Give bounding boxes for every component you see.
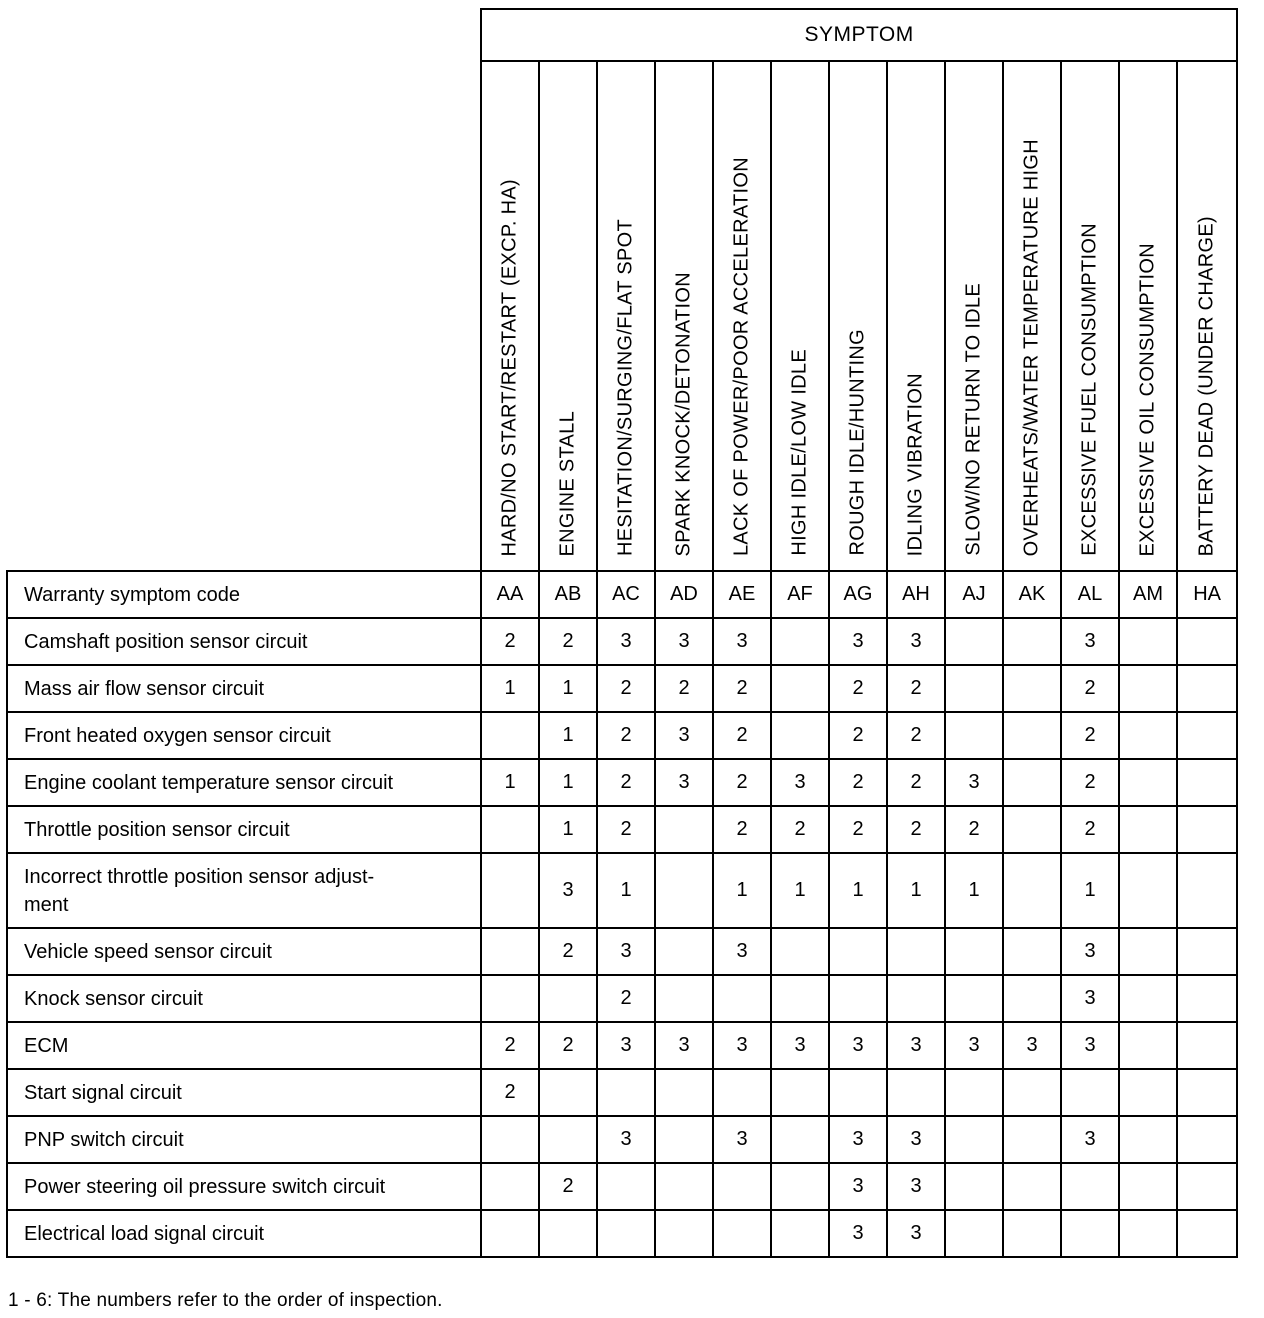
- table-row: [7, 665, 1237, 712]
- inspection-order-cell: [1061, 1163, 1119, 1210]
- inspection-order-cell: 3: [597, 1116, 655, 1163]
- inspection-order-cell: [481, 975, 539, 1022]
- inspection-order-cell: [945, 618, 1003, 665]
- inspection-order-cell: 3: [829, 1116, 887, 1163]
- inspection-order-cell: 3: [655, 618, 713, 665]
- inspection-order-cell: 3: [771, 759, 829, 806]
- inspection-order-cell: [1003, 1116, 1061, 1163]
- inspection-order-cell: [945, 712, 1003, 759]
- inspection-order-cell: [1003, 853, 1061, 928]
- inspection-order-cell: 1: [597, 853, 655, 928]
- inspection-order-cell: 2: [539, 618, 597, 665]
- inspection-order-cell: [945, 665, 1003, 712]
- inspection-order-cell: [945, 1163, 1003, 1210]
- inspection-order-cell: 2: [539, 928, 597, 975]
- inspection-order-cell: 2: [597, 665, 655, 712]
- inspection-order-cell: 3: [655, 712, 713, 759]
- table-row: [7, 928, 1237, 975]
- inspection-order-cell: 2: [829, 806, 887, 853]
- row-label: Start signal circuit: [7, 1069, 481, 1116]
- inspection-order-cell: 2: [655, 665, 713, 712]
- inspection-order-cell: 1: [539, 712, 597, 759]
- inspection-order-cell: [1177, 1116, 1237, 1163]
- inspection-order-cell: 1: [539, 759, 597, 806]
- row-label: Engine coolant temperature sensor circuit: [7, 759, 481, 806]
- inspection-order-cell: 1: [945, 853, 1003, 928]
- corner-blank-cell: [7, 9, 481, 571]
- row-label-line: Incorrect throttle position sensor adjust-: [24, 865, 375, 888]
- inspection-order-cell: [1003, 712, 1061, 759]
- symptom-code: AM: [1119, 571, 1177, 618]
- table-row: [7, 975, 1237, 1022]
- inspection-order-cell: [1119, 1069, 1177, 1116]
- symptom-code: AH: [887, 571, 945, 618]
- inspection-order-cell: 2: [539, 1022, 597, 1069]
- inspection-order-cell: [597, 1163, 655, 1210]
- inspection-order-cell: [713, 1163, 771, 1210]
- inspection-order-cell: 2: [713, 712, 771, 759]
- inspection-order-cell: [771, 928, 829, 975]
- inspection-order-cell: 2: [887, 759, 945, 806]
- row-label: Electrical load signal circuit: [7, 1210, 481, 1257]
- symptom-header: [1119, 61, 1177, 571]
- symptom-title-row: [7, 9, 1237, 61]
- inspection-order-cell: [1177, 853, 1237, 928]
- inspection-order-cell: [771, 1069, 829, 1116]
- inspection-order-cell: [713, 975, 771, 1022]
- symptom-header: [713, 61, 771, 571]
- row-label-line: ment: [24, 893, 69, 916]
- inspection-order-cell: 1: [1061, 853, 1119, 928]
- inspection-order-cell: [1177, 1022, 1237, 1069]
- table-row: [7, 853, 1237, 928]
- inspection-order-cell: [1177, 618, 1237, 665]
- symptom-code: AC: [597, 571, 655, 618]
- inspection-order-cell: 3: [945, 759, 1003, 806]
- inspection-order-cell: [771, 712, 829, 759]
- inspection-order-cell: [1003, 1069, 1061, 1116]
- inspection-order-cell: [1177, 759, 1237, 806]
- inspection-order-cell: [1003, 806, 1061, 853]
- inspection-order-cell: [771, 618, 829, 665]
- inspection-order-cell: [1061, 1069, 1119, 1116]
- inspection-order-cell: 2: [481, 1069, 539, 1116]
- inspection-order-cell: 2: [829, 665, 887, 712]
- inspection-order-cell: [771, 975, 829, 1022]
- inspection-order-cell: [1119, 975, 1177, 1022]
- symptom-name: HARD/NO START/RESTART (EXCP. HA): [498, 178, 521, 556]
- row-label: Mass air flow sensor circuit: [7, 665, 481, 712]
- inspection-order-cell: 3: [1061, 618, 1119, 665]
- inspection-order-cell: 3: [713, 618, 771, 665]
- inspection-order-cell: 3: [655, 1022, 713, 1069]
- inspection-order-cell: 3: [829, 1210, 887, 1257]
- inspection-order-cell: 3: [771, 1022, 829, 1069]
- symptom-code: AE: [713, 571, 771, 618]
- symptom-header: [539, 61, 597, 571]
- symptom-header: [829, 61, 887, 571]
- inspection-order-cell: [713, 1210, 771, 1257]
- inspection-order-cell: 2: [1061, 806, 1119, 853]
- warranty-code-row: [7, 571, 1237, 618]
- table-row: [7, 1022, 1237, 1069]
- inspection-order-cell: [655, 806, 713, 853]
- symptom-code: AJ: [945, 571, 1003, 618]
- inspection-order-cell: [481, 1210, 539, 1257]
- inspection-order-cell: [597, 1210, 655, 1257]
- symptom-name: ENGINE STALL: [556, 410, 579, 556]
- inspection-order-cell: [945, 975, 1003, 1022]
- inspection-order-cell: 1: [481, 665, 539, 712]
- inspection-order-cell: 1: [539, 806, 597, 853]
- symptom-name: SPARK KNOCK/DETONATION: [672, 271, 695, 556]
- inspection-order-cell: [1003, 759, 1061, 806]
- symptom-name: ROUGH IDLE/HUNTING: [846, 329, 869, 556]
- inspection-order-cell: 2: [945, 806, 1003, 853]
- table-row: [7, 759, 1237, 806]
- inspection-order-cell: 3: [1061, 928, 1119, 975]
- inspection-order-cell: 2: [597, 759, 655, 806]
- inspection-order-cell: 2: [887, 712, 945, 759]
- inspection-order-cell: [1119, 1210, 1177, 1257]
- inspection-order-cell: [539, 1116, 597, 1163]
- inspection-order-cell: [887, 928, 945, 975]
- inspection-order-cell: 3: [829, 618, 887, 665]
- inspection-order-cell: [713, 1069, 771, 1116]
- inspection-order-cell: [539, 1069, 597, 1116]
- inspection-order-cell: [829, 928, 887, 975]
- inspection-order-cell: 2: [829, 712, 887, 759]
- symptom-title: SYMPTOM: [481, 9, 1237, 61]
- inspection-order-cell: [771, 1163, 829, 1210]
- table-row: [7, 806, 1237, 853]
- matrix-body: [7, 571, 1237, 1257]
- inspection-order-cell: 2: [1061, 712, 1119, 759]
- inspection-order-cell: 2: [887, 665, 945, 712]
- symptom-header: [945, 61, 1003, 571]
- symptom-header: [887, 61, 945, 571]
- inspection-order-cell: [655, 853, 713, 928]
- symptom-header: [655, 61, 713, 571]
- inspection-order-cell: 3: [829, 1163, 887, 1210]
- inspection-order-cell: 3: [597, 928, 655, 975]
- inspection-order-cell: 2: [713, 759, 771, 806]
- row-label: Throttle position sensor circuit: [7, 806, 481, 853]
- inspection-order-cell: [771, 665, 829, 712]
- inspection-order-cell: [829, 1069, 887, 1116]
- inspection-order-cell: [1119, 806, 1177, 853]
- inspection-order-cell: [1119, 1163, 1177, 1210]
- inspection-order-cell: 1: [713, 853, 771, 928]
- inspection-order-cell: 3: [829, 1022, 887, 1069]
- inspection-order-cell: [481, 712, 539, 759]
- inspection-order-cell: 2: [481, 618, 539, 665]
- inspection-order-cell: [771, 1116, 829, 1163]
- inspection-order-cell: [1177, 712, 1237, 759]
- inspection-order-cell: 3: [887, 1210, 945, 1257]
- symptom-name: LACK OF POWER/POOR ACCELERATION: [730, 157, 753, 556]
- inspection-order-cell: [1003, 1163, 1061, 1210]
- inspection-order-cell: 2: [1061, 665, 1119, 712]
- inspection-order-cell: [1177, 665, 1237, 712]
- row-label: Vehicle speed sensor circuit: [7, 928, 481, 975]
- symptom-header: [771, 61, 829, 571]
- inspection-order-cell: [1003, 665, 1061, 712]
- symptom-code: AG: [829, 571, 887, 618]
- table-row: [7, 712, 1237, 759]
- inspection-order-cell: [655, 1069, 713, 1116]
- row-label: PNP switch circuit: [7, 1116, 481, 1163]
- inspection-order-cell: [829, 975, 887, 1022]
- inspection-order-cell: [1177, 928, 1237, 975]
- inspection-order-cell: 3: [713, 1116, 771, 1163]
- inspection-order-cell: [481, 853, 539, 928]
- symptom-name: SLOW/NO RETURN TO IDLE: [962, 283, 985, 556]
- inspection-order-cell: [1119, 1116, 1177, 1163]
- inspection-order-cell: [1119, 853, 1177, 928]
- symptom-code: AL: [1061, 571, 1119, 618]
- inspection-order-cell: 2: [713, 806, 771, 853]
- symptom-name: BATTERY DEAD (UNDER CHARGE): [1195, 215, 1218, 556]
- symptom-header: [597, 61, 655, 571]
- symptom-name: EXCESSIVE FUEL CONSUMPTION: [1078, 223, 1101, 556]
- inspection-order-cell: 2: [597, 975, 655, 1022]
- inspection-order-cell: [481, 1116, 539, 1163]
- inspection-order-cell: [1177, 806, 1237, 853]
- inspection-order-cell: [481, 806, 539, 853]
- inspection-order-cell: 2: [1061, 759, 1119, 806]
- table-row: [7, 1163, 1237, 1210]
- inspection-order-cell: 1: [539, 665, 597, 712]
- inspection-order-cell: 1: [829, 853, 887, 928]
- inspection-order-cell: [1119, 712, 1177, 759]
- inspection-order-cell: 3: [597, 618, 655, 665]
- inspection-order-cell: 3: [597, 1022, 655, 1069]
- row-label: Warranty symptom code: [7, 571, 481, 618]
- inspection-order-cell: 3: [713, 1022, 771, 1069]
- inspection-order-cell: 3: [655, 759, 713, 806]
- symptom-code: AB: [539, 571, 597, 618]
- inspection-order-cell: [1177, 1069, 1237, 1116]
- inspection-order-cell: [1177, 975, 1237, 1022]
- row-label: [7, 853, 481, 928]
- inspection-order-cell: 3: [1003, 1022, 1061, 1069]
- inspection-order-cell: [655, 928, 713, 975]
- inspection-order-cell: [1177, 1210, 1237, 1257]
- symptom-name: HESITATION/SURGING/FLAT SPOT: [614, 219, 637, 556]
- symptom-code: HA: [1177, 571, 1237, 618]
- row-label: ECM: [7, 1022, 481, 1069]
- row-label: Power steering oil pressure switch circuit: [7, 1163, 481, 1210]
- footnote: 1 - 6: The numbers refer to the order of inspection.: [8, 1290, 443, 1311]
- symptom-code: AF: [771, 571, 829, 618]
- table-row: [7, 1116, 1237, 1163]
- inspection-order-cell: [1119, 928, 1177, 975]
- row-label: Front heated oxygen sensor circuit: [7, 712, 481, 759]
- inspection-order-cell: [1003, 975, 1061, 1022]
- symptom-code: AD: [655, 571, 713, 618]
- inspection-order-cell: 2: [771, 806, 829, 853]
- inspection-order-cell: [887, 975, 945, 1022]
- inspection-order-cell: 3: [887, 1022, 945, 1069]
- inspection-order-cell: [481, 928, 539, 975]
- table-row: [7, 1210, 1237, 1257]
- inspection-order-cell: 3: [887, 1116, 945, 1163]
- table-row: [7, 1069, 1237, 1116]
- inspection-order-cell: [1119, 759, 1177, 806]
- inspection-order-cell: 3: [539, 853, 597, 928]
- inspection-order-cell: 1: [771, 853, 829, 928]
- inspection-order-cell: [887, 1069, 945, 1116]
- inspection-order-cell: [1003, 618, 1061, 665]
- inspection-order-cell: 3: [1061, 1116, 1119, 1163]
- inspection-order-cell: 1: [481, 759, 539, 806]
- symptom-name: HIGH IDLE/LOW IDLE: [788, 349, 811, 556]
- inspection-order-cell: 2: [481, 1022, 539, 1069]
- inspection-order-cell: 3: [1061, 975, 1119, 1022]
- inspection-order-cell: [655, 975, 713, 1022]
- inspection-order-cell: [1177, 1163, 1237, 1210]
- symptom-name: EXCESSIVE OIL CONSUMPTION: [1136, 242, 1159, 556]
- inspection-order-cell: [945, 928, 1003, 975]
- symptom-code: AK: [1003, 571, 1061, 618]
- inspection-order-cell: [597, 1069, 655, 1116]
- inspection-order-cell: [771, 1210, 829, 1257]
- symptom-header: [1003, 61, 1061, 571]
- inspection-order-cell: [1061, 1210, 1119, 1257]
- symptom-header: [1177, 61, 1237, 571]
- inspection-order-cell: 2: [829, 759, 887, 806]
- inspection-order-cell: [481, 1163, 539, 1210]
- inspection-order-cell: 2: [597, 806, 655, 853]
- symptom-matrix-table: [6, 8, 1238, 1258]
- row-label: Camshaft position sensor circuit: [7, 618, 481, 665]
- inspection-order-cell: 1: [887, 853, 945, 928]
- table-row: [7, 618, 1237, 665]
- inspection-order-cell: [655, 1210, 713, 1257]
- row-label: Knock sensor circuit: [7, 975, 481, 1022]
- inspection-order-cell: [1119, 618, 1177, 665]
- symptom-name: OVERHEATS/WATER TEMPERATURE HIGH: [1020, 138, 1043, 556]
- inspection-order-cell: [539, 975, 597, 1022]
- inspection-order-cell: 2: [713, 665, 771, 712]
- symptom-header: [1061, 61, 1119, 571]
- inspection-order-cell: [945, 1069, 1003, 1116]
- symptom-name: IDLING VIBRATION: [904, 372, 927, 556]
- inspection-order-cell: [945, 1116, 1003, 1163]
- inspection-order-cell: [655, 1116, 713, 1163]
- symptom-header: [481, 61, 539, 571]
- inspection-order-cell: 3: [1061, 1022, 1119, 1069]
- inspection-order-cell: 3: [887, 1163, 945, 1210]
- inspection-order-cell: 3: [945, 1022, 1003, 1069]
- inspection-order-cell: [945, 1210, 1003, 1257]
- inspection-order-cell: [539, 1210, 597, 1257]
- inspection-order-cell: 3: [887, 618, 945, 665]
- inspection-order-cell: 3: [713, 928, 771, 975]
- symptom-code: AA: [481, 571, 539, 618]
- inspection-order-cell: [1119, 1022, 1177, 1069]
- inspection-order-cell: [655, 1163, 713, 1210]
- inspection-order-cell: [1003, 928, 1061, 975]
- inspection-order-cell: 2: [887, 806, 945, 853]
- inspection-order-cell: 2: [539, 1163, 597, 1210]
- inspection-order-cell: [1003, 1210, 1061, 1257]
- inspection-order-cell: [1119, 665, 1177, 712]
- inspection-order-cell: 2: [597, 712, 655, 759]
